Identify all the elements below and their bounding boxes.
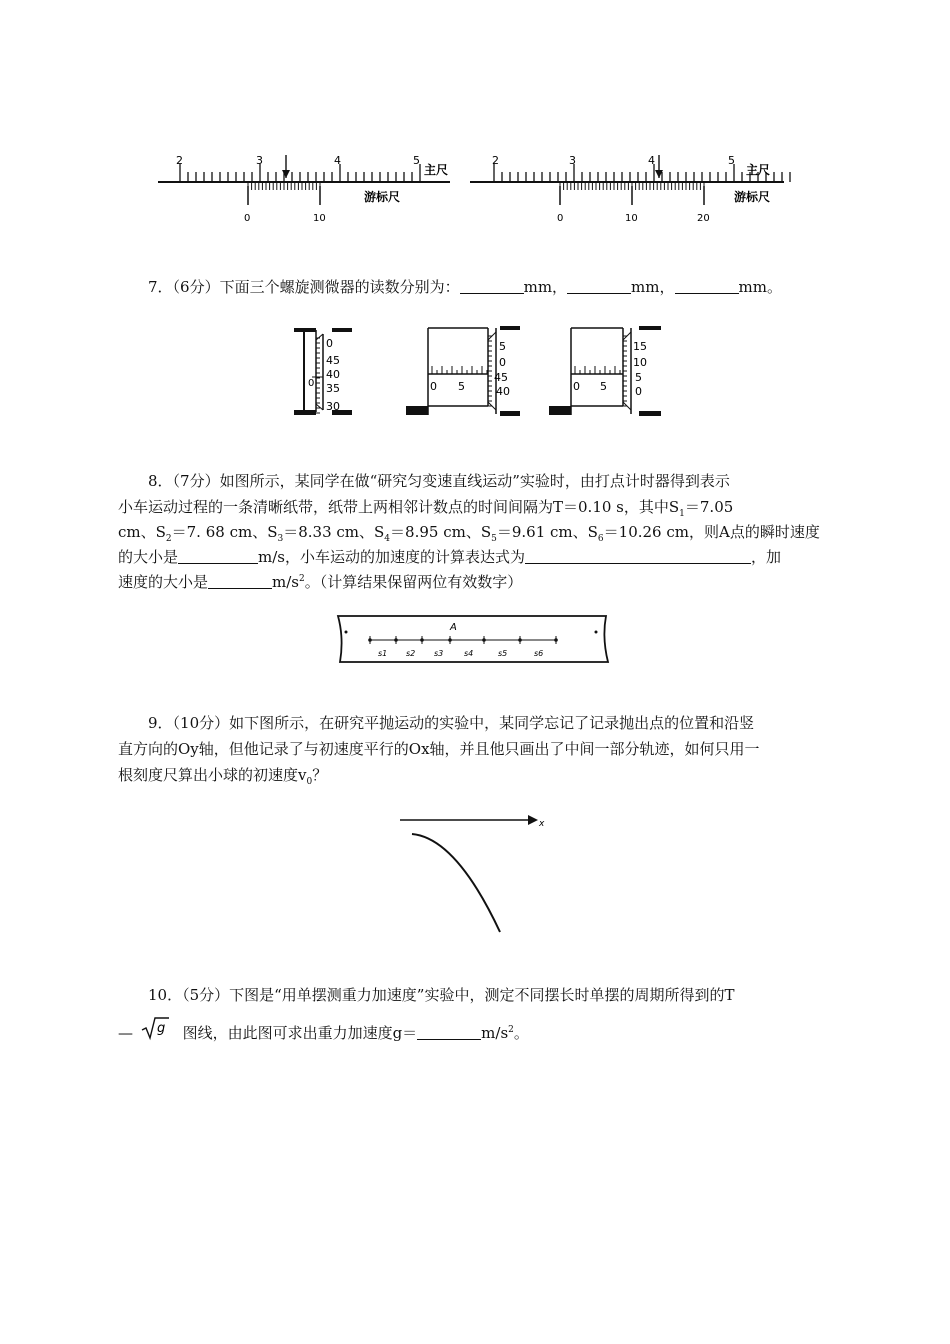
q8-text: 速度的大小是 bbox=[118, 573, 209, 591]
thimble-label: 30 bbox=[326, 400, 340, 413]
q8-text: cm、S bbox=[118, 523, 166, 541]
question-7 bbox=[148, 276, 782, 297]
answer-blank[interactable] bbox=[417, 1025, 481, 1040]
thimble-label: 10 bbox=[633, 356, 647, 369]
vernier-tick-label: 10 bbox=[313, 213, 326, 224]
subscript: 0 bbox=[306, 777, 313, 787]
segment-label: s2 bbox=[406, 649, 416, 658]
q9-line-2: 直方向的Oy轴，但他记录了与初速度平行的Ox轴，并且他只画出了中间一部分轨迹，如何只用一 bbox=[118, 740, 760, 758]
q10-line-2 bbox=[118, 1016, 529, 1043]
main-tick-label: 3 bbox=[569, 154, 576, 167]
main-scale-label: 主尺 bbox=[424, 163, 449, 177]
segment-label: s5 bbox=[498, 649, 508, 658]
sleeve-label: 0 bbox=[573, 380, 580, 393]
sqrt-variable: g bbox=[156, 1021, 166, 1036]
thimble-label: 40 bbox=[496, 385, 510, 398]
q8-text: ＝7. 68 cm、S bbox=[171, 523, 278, 541]
answer-blank[interactable] bbox=[567, 279, 631, 294]
q7-text: 7．（6分）下面三个螺旋测微器的读数分别为： bbox=[148, 278, 460, 296]
q9-line-3 bbox=[118, 764, 327, 787]
thimble-label: 45 bbox=[326, 354, 340, 367]
unit-label: mm， bbox=[523, 278, 568, 296]
vernier-tick-label: 20 bbox=[697, 213, 710, 224]
vernier-scale-label: 游标尺 bbox=[364, 190, 401, 204]
vernier-scale-label: 游标尺 bbox=[734, 190, 771, 204]
vernier-tick-label: 0 bbox=[557, 213, 564, 224]
answer-blank[interactable] bbox=[208, 574, 272, 589]
answer-blank[interactable] bbox=[460, 279, 524, 294]
q8-line-3 bbox=[118, 521, 820, 544]
thimble-label: 40 bbox=[326, 368, 340, 381]
micrometer-2 bbox=[404, 322, 524, 422]
answer-blank[interactable] bbox=[178, 549, 258, 564]
subscript: 2 bbox=[165, 534, 172, 544]
main-tick-label: 3 bbox=[256, 154, 263, 167]
q8-line-5 bbox=[118, 571, 522, 592]
micrometer-3 bbox=[547, 322, 672, 422]
segment-label: s3 bbox=[434, 649, 444, 658]
thimble-label: 0 bbox=[499, 356, 506, 369]
vernier-caliper-right bbox=[462, 150, 792, 230]
segment-label: s1 bbox=[378, 649, 388, 658]
q10-text: — bbox=[118, 1024, 133, 1042]
q8-text: ＝10.26 cm，则A点的瞬时速度 bbox=[603, 523, 820, 541]
subscript: 3 bbox=[277, 534, 284, 544]
main-scale-label: 主尺 bbox=[746, 163, 771, 177]
thimble-label: 5 bbox=[635, 371, 642, 384]
q8-text: m/s，小车运动的加速度的计算表达式为 bbox=[258, 548, 525, 566]
subscript: 5 bbox=[491, 534, 497, 544]
q8-line-2 bbox=[118, 496, 733, 519]
micrometer-1 bbox=[290, 322, 370, 422]
superscript: 2 bbox=[299, 574, 305, 584]
subscript: 4 bbox=[384, 534, 391, 544]
answer-blank[interactable] bbox=[675, 279, 739, 294]
q9-text: ？ bbox=[312, 766, 328, 784]
q8-text: m/s bbox=[272, 573, 299, 591]
subscript: 1 bbox=[679, 509, 685, 519]
q10-text: 。 bbox=[513, 1024, 529, 1042]
axis-label: x bbox=[539, 819, 545, 829]
projectile-figure bbox=[396, 808, 556, 938]
main-tick-label: 2 bbox=[176, 154, 183, 167]
subscript: 6 bbox=[597, 534, 604, 544]
paper-tape bbox=[334, 612, 614, 668]
segment-label: s4 bbox=[464, 649, 474, 658]
q8-text: 的大小是 bbox=[118, 548, 179, 566]
sleeve-label: 5 bbox=[600, 380, 607, 393]
sleeve-label: 5 bbox=[458, 380, 465, 393]
thimble-label: 0 bbox=[326, 337, 333, 350]
vernier-tick-label: 10 bbox=[625, 213, 638, 224]
q9-text: 根刻度尺算出小球的初速度v bbox=[118, 766, 307, 784]
unit-label: mm， bbox=[631, 278, 675, 296]
q8-line-4 bbox=[118, 546, 781, 567]
q8-text: 。（计算结果保留两位有效数字） bbox=[304, 573, 523, 591]
q9-line-1: 9．（10分）如下图所示，在研究平抛运动的实验中，某同学忘记了记录抛出点的位置和沿竖 bbox=[148, 714, 755, 732]
vernier-tick-label: 0 bbox=[244, 213, 251, 224]
thimble-label: 15 bbox=[633, 340, 647, 353]
q8-text: ＝8.33 cm、S bbox=[283, 523, 385, 541]
sleeve-label: 0 bbox=[430, 380, 437, 393]
point-label: A bbox=[450, 622, 457, 633]
q8-text: ＝7.05 bbox=[684, 498, 734, 516]
main-tick-label: 2 bbox=[492, 154, 499, 167]
thimble-label: 5 bbox=[499, 340, 506, 353]
q10-text: 图线，由此图可求出重力加速度g＝ bbox=[182, 1024, 418, 1042]
q8-text: ＝8.95 cm、S bbox=[390, 523, 492, 541]
thimble-label: 35 bbox=[326, 382, 340, 395]
q10-text: m/s bbox=[481, 1024, 509, 1042]
main-tick-label: 4 bbox=[648, 154, 655, 167]
superscript: 2 bbox=[508, 1025, 514, 1035]
thimble-label: 45 bbox=[494, 371, 508, 384]
q8-line-1: 8．（7分）如图所示，某同学在做“研究匀变速直线运动”实验时，由打点计时器得到表示 bbox=[148, 472, 730, 490]
main-tick-label: 5 bbox=[728, 154, 735, 167]
vernier-caliper-left bbox=[150, 150, 460, 230]
q8-text: ，加 bbox=[751, 548, 782, 566]
segment-label: s6 bbox=[534, 649, 544, 658]
thimble-label: 0 bbox=[635, 385, 642, 398]
main-tick-label: 5 bbox=[413, 154, 420, 167]
q8-text: ＝9.61 cm、S bbox=[496, 523, 598, 541]
sqrt-g-symbol bbox=[140, 1016, 170, 1042]
answer-blank[interactable] bbox=[525, 549, 751, 564]
main-tick-label: 4 bbox=[334, 154, 341, 167]
q10-line-1: 10．（5分）下图是“用单摆测重力加速度”实验中，测定不同摆长时单摆的周期所得到的T bbox=[148, 986, 735, 1004]
q8-text: 小车运动过程的一条清晰纸带，纸带上两相邻计数点的时间间隔为T＝0.10 s，其中S bbox=[118, 498, 680, 516]
unit-label: mm。 bbox=[738, 278, 782, 296]
sleeve-label: 0 bbox=[308, 378, 315, 389]
